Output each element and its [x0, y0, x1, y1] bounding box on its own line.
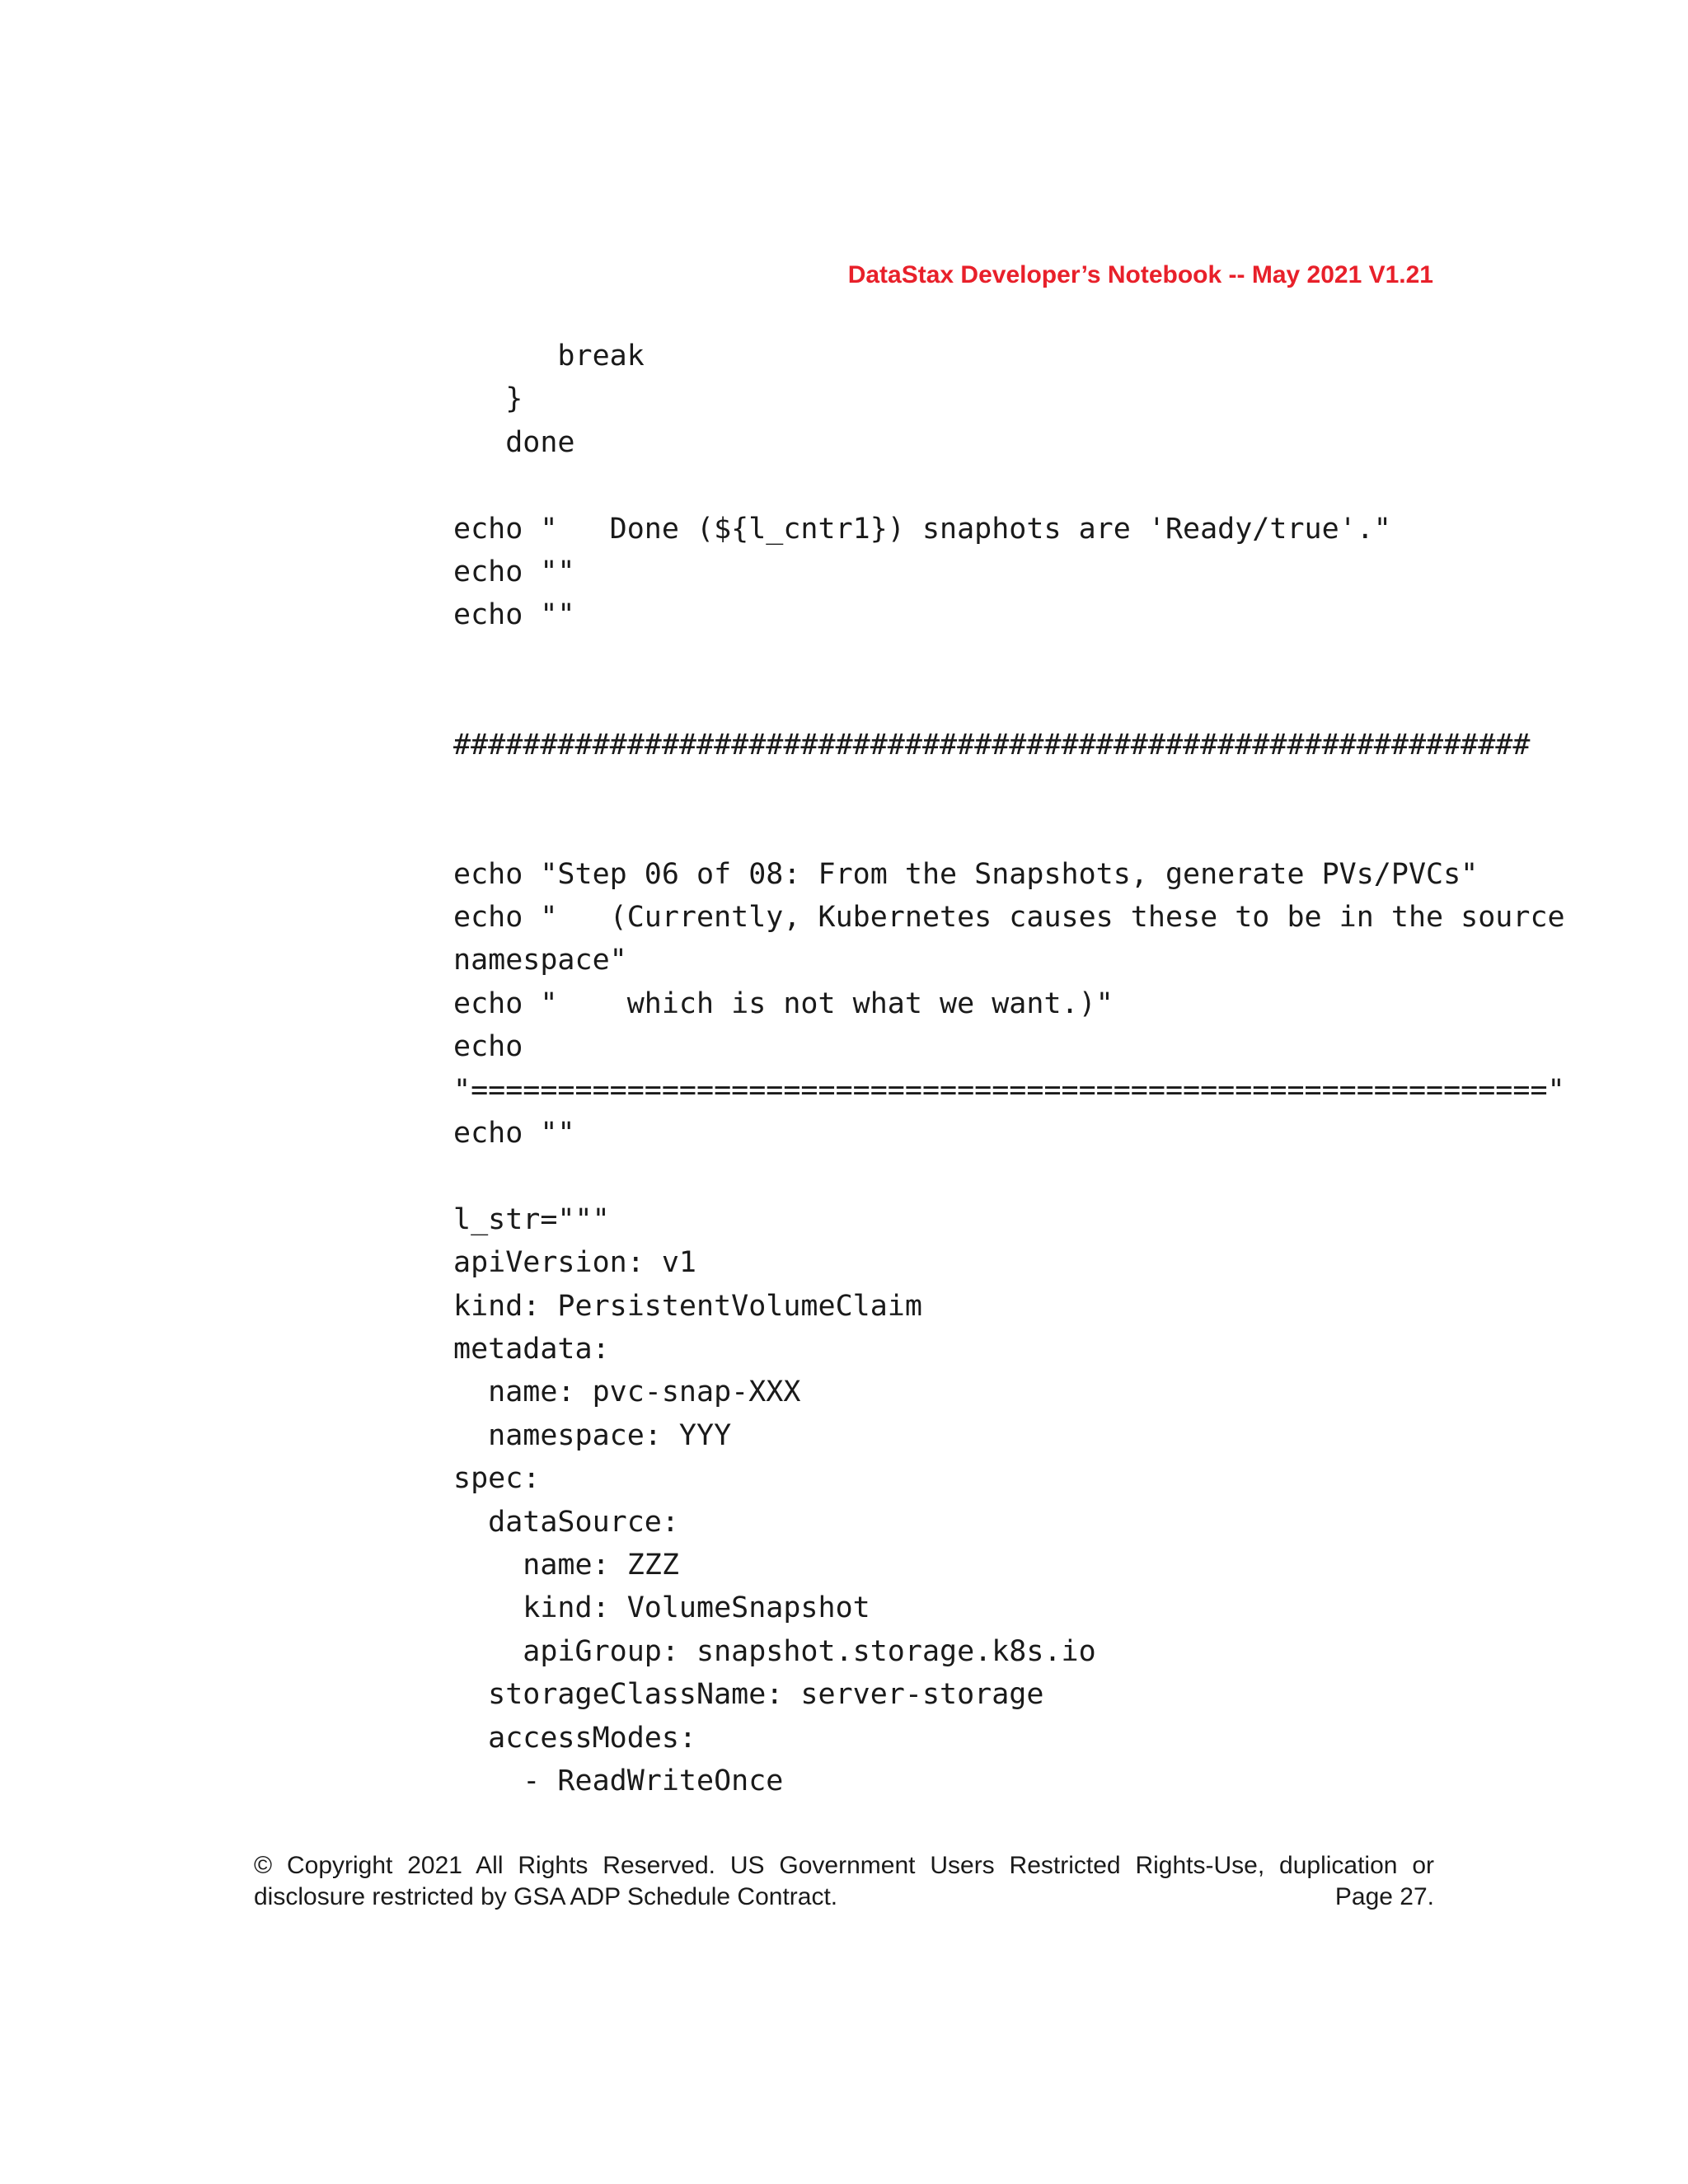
code-line: accessModes: [453, 1721, 697, 1755]
code-line: echo "" [453, 598, 575, 632]
code-line: echo " (Currently, Kubernetes causes these to be in the source [453, 901, 1565, 935]
code-line: - ReadWriteOnce [453, 1764, 784, 1797]
code-line: namespace" [453, 944, 627, 977]
code-line: name: ZZZ [453, 1548, 679, 1582]
code-line: l_str=""" [453, 1202, 610, 1236]
code-line [453, 680, 1442, 723]
code-line: "==============================================================" [453, 1073, 1565, 1107]
page-number: Page 27. [1334, 1883, 1434, 1910]
footer-second-line [254, 1882, 1434, 1913]
code-line: echo "" [453, 555, 575, 588]
code-line: apiVersion: v1 [453, 1246, 697, 1280]
code-line: storageClassName: server-storage [453, 1678, 1044, 1712]
code-line [453, 464, 1442, 507]
code-line: kind: VolumeSnapshot [453, 1591, 870, 1625]
page-footer [254, 1850, 1434, 1913]
code-line: ############################################################## [453, 728, 1531, 762]
code-line [453, 766, 1442, 809]
code-line: name: pvc-snap-XXX [453, 1376, 801, 1409]
code-line: echo [453, 1030, 523, 1064]
code-line: echo "" [453, 1117, 575, 1151]
code-line: namespace: YYY [453, 1418, 732, 1452]
code-line: spec: [453, 1462, 541, 1496]
code-line [453, 1155, 1442, 1197]
code-line: echo "Step 06 of 08: From the Snapshots, generate PVs/PVCs" [453, 857, 1479, 891]
code-line: apiGroup: snapshot.storage.k8s.io [453, 1634, 1096, 1668]
running-header: DataStax Developer’s Notebook -- May 2021 V1.21 [847, 261, 1433, 288]
code-line: echo " Done (${l_cntr1}) snaphots are 'Ready/true'." [453, 512, 1391, 546]
code-line: done [453, 425, 575, 459]
code-block [453, 335, 1565, 1802]
code-line: echo " which is not what we want.)" [453, 987, 1114, 1020]
code-line [453, 637, 1442, 680]
code-line: dataSource: [453, 1505, 679, 1539]
code-line: break [453, 340, 645, 373]
copyright-notice: © Copyright 2021 All Rights Reserved. US Government Users Restricted Rights-Use, duplication or [254, 1852, 1434, 1879]
code-line: kind: PersistentVolumeClaim [453, 1289, 922, 1323]
code-line [453, 809, 1442, 852]
disclosure-notice: disclosure restricted by GSA ADP Schedule Contract. [254, 1883, 838, 1910]
code-line: } [453, 382, 523, 416]
code-line: metadata: [453, 1332, 610, 1366]
